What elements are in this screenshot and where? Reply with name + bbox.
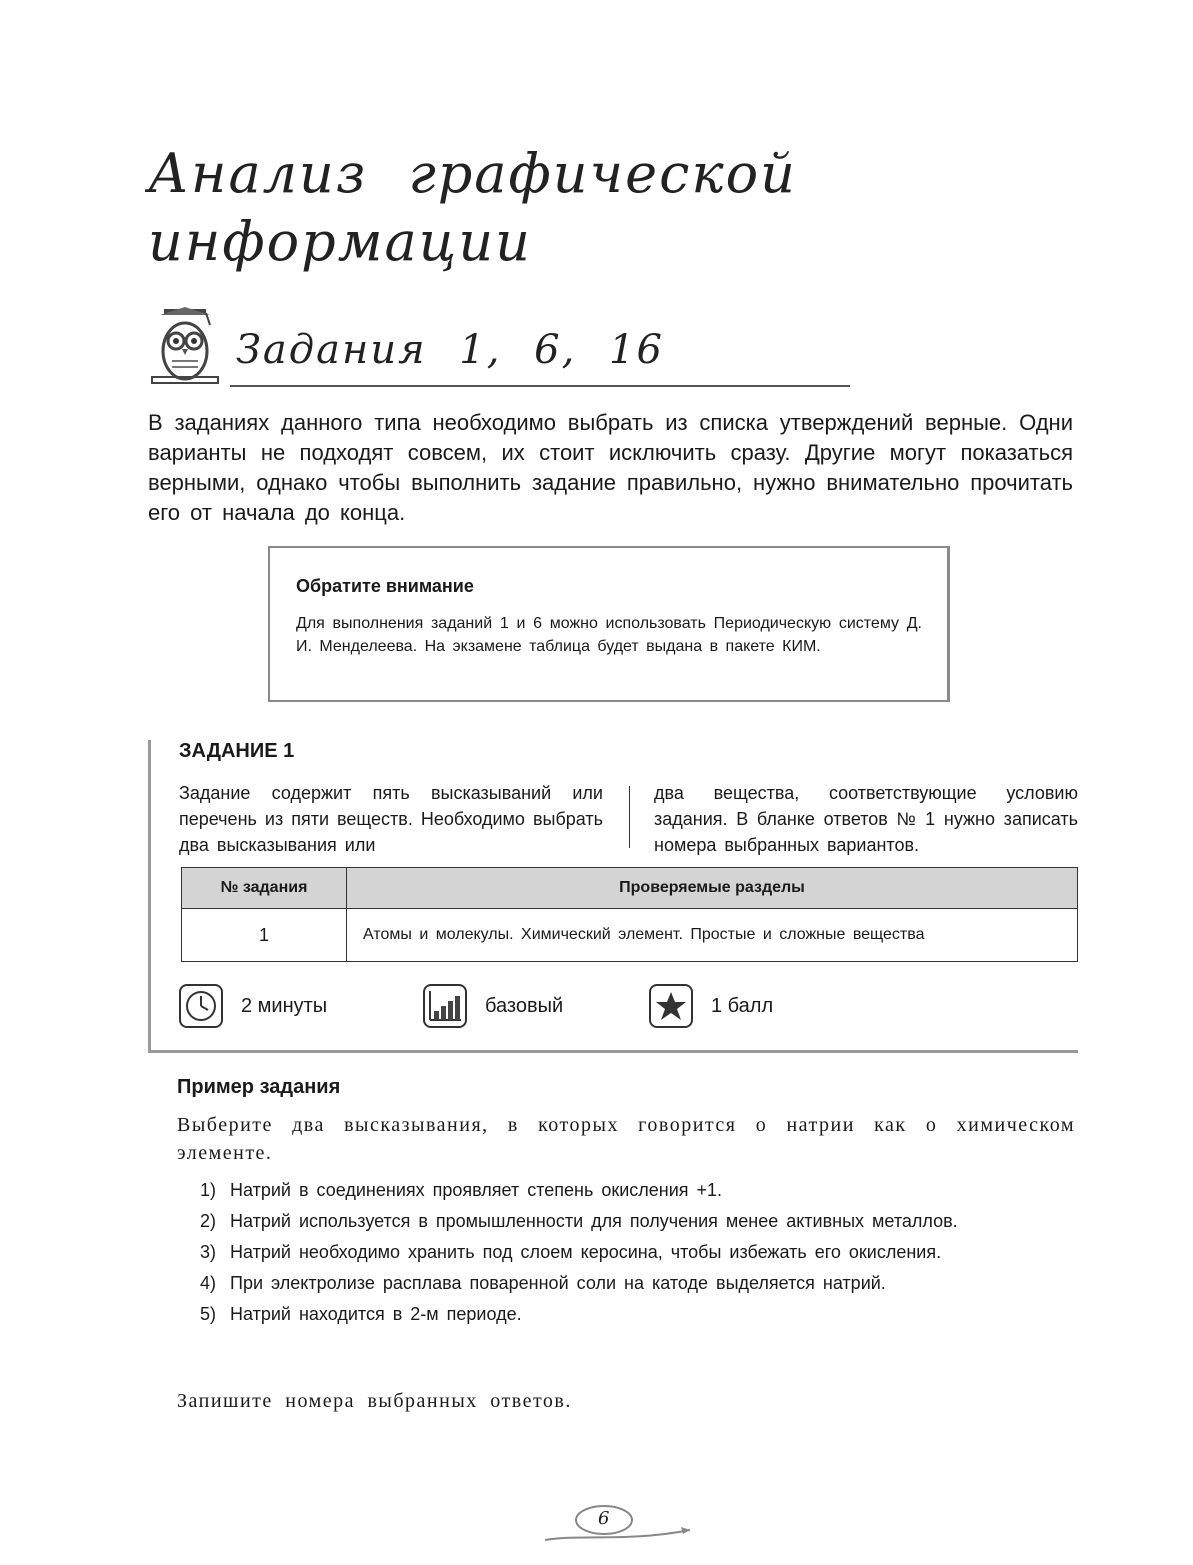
option-number: 1) bbox=[200, 1180, 217, 1200]
task-description-right: два вещества, соответствующие условию задания. В бланке ответов № 1 нужно записать номера выбранных вариантов. bbox=[654, 783, 1078, 855]
option-number: 4) bbox=[200, 1273, 217, 1293]
section-header bbox=[150, 305, 710, 395]
table-header: № задания bbox=[182, 868, 347, 909]
page-swirl-icon bbox=[540, 1500, 700, 1550]
level-label: базовый bbox=[485, 994, 564, 1017]
table-cell: Атомы и молекулы. Химический элемент. Простые и сложные вещества bbox=[347, 909, 1078, 962]
section-title: Задания 1, 6, 16 bbox=[236, 327, 664, 373]
table-header: Проверяемые разделы bbox=[347, 868, 1078, 909]
score-label: 1 балл bbox=[711, 994, 774, 1017]
option-number: 2) bbox=[200, 1211, 217, 1231]
task-description-left: Задание содержит пять высказываний или перечень из пяти веществ. Необходимо выбрать два высказывания или bbox=[179, 783, 603, 855]
option-text: Натрий находится в 2-м периоде. bbox=[230, 1304, 522, 1324]
option-number: 5) bbox=[200, 1304, 217, 1324]
page-number-badge bbox=[540, 1500, 700, 1550]
table-header-row bbox=[182, 868, 1078, 909]
intro-paragraph: В заданиях данного типа необходимо выбрать из списка утверждений верные. Одни варианты не подходят совсем, их стоит исключить сразу. Другие могут показаться верными, однако чтобы выполнить задание правильно, нужно внимательно прочитать его от начала до конца. bbox=[148, 410, 1073, 525]
task-heading: ЗАДАНИЕ 1 bbox=[179, 740, 295, 762]
page-title: Анализ графической информации bbox=[148, 142, 797, 273]
attention-text: Для выполнения заданий 1 и 6 можно использовать Периодическую систему Д. И. Менделеева. На экзамене таблица будет выдана в пакете КИМ. bbox=[296, 615, 922, 655]
example-heading: Пример задания bbox=[177, 1076, 341, 1098]
option-text: Натрий в соединениях проявляет степень окисления +1. bbox=[230, 1180, 723, 1200]
example-instruction: Запишите номера выбранных ответов. bbox=[177, 1390, 572, 1412]
option-number: 3) bbox=[200, 1242, 217, 1262]
list-item bbox=[200, 1178, 1075, 1203]
option-text: Натрий используется в промышленности для получения менее активных металлов. bbox=[230, 1211, 958, 1231]
task-table bbox=[181, 867, 1078, 962]
task-block bbox=[148, 740, 1078, 1053]
attention-title: Обратите внимание bbox=[296, 576, 474, 596]
list-item bbox=[200, 1209, 1075, 1234]
page-number: 6 bbox=[598, 1508, 610, 1529]
star-icon bbox=[649, 984, 693, 1028]
owl-icon bbox=[150, 305, 220, 387]
meta-time bbox=[179, 982, 327, 1030]
level-chart-icon bbox=[423, 984, 467, 1028]
divider bbox=[230, 385, 850, 387]
attention-box bbox=[268, 546, 950, 702]
answer-options bbox=[200, 1178, 1075, 1333]
meta-score bbox=[649, 982, 773, 1030]
list-item bbox=[200, 1240, 1075, 1265]
clock-icon bbox=[179, 984, 223, 1028]
option-text: При электролизе расплава поваренной соли на катоде выделяется натрий. bbox=[230, 1273, 886, 1293]
time-label: 2 минуты bbox=[241, 994, 328, 1017]
option-text: Натрий необходимо хранить под слоем керосина, чтобы избежать его окисления. bbox=[230, 1242, 942, 1262]
column-divider bbox=[629, 786, 630, 848]
table-cell: 1 bbox=[182, 909, 347, 962]
example-question: Выберите два высказывания, в которых говорится о натрии как о химическом элементе. bbox=[177, 1114, 1075, 1164]
meta-level bbox=[423, 982, 563, 1030]
list-item bbox=[200, 1271, 1075, 1296]
list-item bbox=[200, 1302, 1075, 1327]
table-row bbox=[182, 909, 1078, 962]
